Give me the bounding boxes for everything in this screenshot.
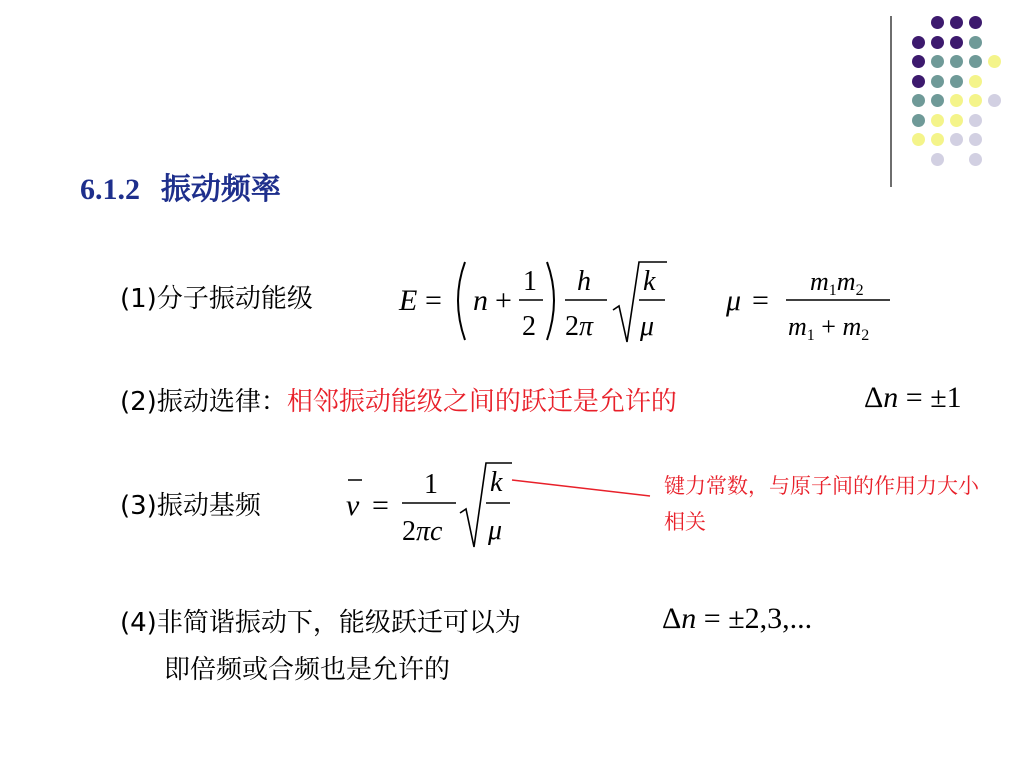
header-divider xyxy=(890,16,892,187)
svg-text:1: 1 xyxy=(424,469,438,500)
decorative-dot xyxy=(912,75,925,88)
force-constant-note: 键力常数，与原子间的作用力大小相关 xyxy=(664,474,979,534)
overtone-formula: Δn = ±2,3,... xyxy=(662,602,813,635)
decorative-dot xyxy=(950,133,963,146)
decorative-dot xyxy=(931,55,944,68)
item-4-line-2: 即倍频或合频也是允许的 xyxy=(164,655,451,685)
decorative-dot xyxy=(912,94,925,107)
svg-text:1: 1 xyxy=(523,266,537,297)
decorative-dot xyxy=(969,36,982,49)
decorative-dot xyxy=(950,114,963,127)
svg-text:2π: 2π xyxy=(565,311,594,342)
decorative-dot xyxy=(912,133,925,146)
svg-text:μ: μ xyxy=(726,284,742,317)
decorative-dot xyxy=(931,94,944,107)
decorative-dot xyxy=(950,16,963,29)
decorative-dot xyxy=(912,36,925,49)
svg-text:k: k xyxy=(643,266,656,297)
svg-text:m1 + m2: m1 + m2 xyxy=(788,312,870,344)
svg-text:=: = xyxy=(425,284,442,317)
item-2-highlight: 相邻振动能级之间的跃迁是允许的 xyxy=(286,387,677,417)
svg-text:ν: ν xyxy=(346,489,360,522)
page-title xyxy=(80,164,281,208)
decorative-dot xyxy=(969,75,982,88)
svg-text:2πc: 2πc xyxy=(402,516,443,547)
svg-text:n: n xyxy=(473,284,488,317)
svg-text:=: = xyxy=(752,284,769,317)
svg-text:k: k xyxy=(490,467,503,498)
callout-line xyxy=(510,474,660,504)
svg-text:2: 2 xyxy=(522,311,536,342)
decorative-dot xyxy=(969,55,982,68)
energy-level-formula xyxy=(395,250,685,350)
decorative-dot xyxy=(931,114,944,127)
selection-rule-formula: Δn = ±1 xyxy=(864,381,962,414)
item-3-label: (3)振动基频 xyxy=(120,491,261,521)
svg-text:+: + xyxy=(495,284,512,317)
decorative-dot xyxy=(931,75,944,88)
title-text: 振动频率 xyxy=(160,172,281,207)
decorative-dot xyxy=(950,94,963,107)
decorative-dot xyxy=(969,16,982,29)
decorative-dot xyxy=(969,114,982,127)
decorative-dot xyxy=(969,133,982,146)
decorative-dot xyxy=(931,36,944,49)
svg-text:h: h xyxy=(577,266,591,297)
item-1-label: (1)分子振动能级 xyxy=(120,284,313,314)
fundamental-frequency-formula xyxy=(340,455,520,555)
decorative-dot xyxy=(950,75,963,88)
decorative-dot xyxy=(950,36,963,49)
decorative-dot xyxy=(969,153,982,166)
decorative-dot xyxy=(912,114,925,127)
decorative-dot xyxy=(950,55,963,68)
svg-text:μ: μ xyxy=(640,311,655,342)
decorative-dot xyxy=(912,55,925,68)
decorative-dot xyxy=(988,94,1001,107)
item-4-label: (4)非简谐振动下，能级跃迁可以为 xyxy=(120,608,521,638)
decorative-dot xyxy=(969,94,982,107)
decorative-dot xyxy=(988,55,1001,68)
reduced-mass-formula xyxy=(722,260,902,350)
svg-text:=: = xyxy=(372,489,389,522)
svg-text:E: E xyxy=(399,284,418,317)
svg-text:μ: μ xyxy=(488,515,503,546)
item-2 xyxy=(120,381,677,418)
decorative-dot xyxy=(931,16,944,29)
svg-text:m1m2: m1m2 xyxy=(810,267,864,299)
decorative-dot xyxy=(931,153,944,166)
title-number: 6.1.2 xyxy=(80,173,140,206)
decorative-dot xyxy=(931,133,944,146)
item-2-label: (2)振动选律： xyxy=(120,387,287,417)
